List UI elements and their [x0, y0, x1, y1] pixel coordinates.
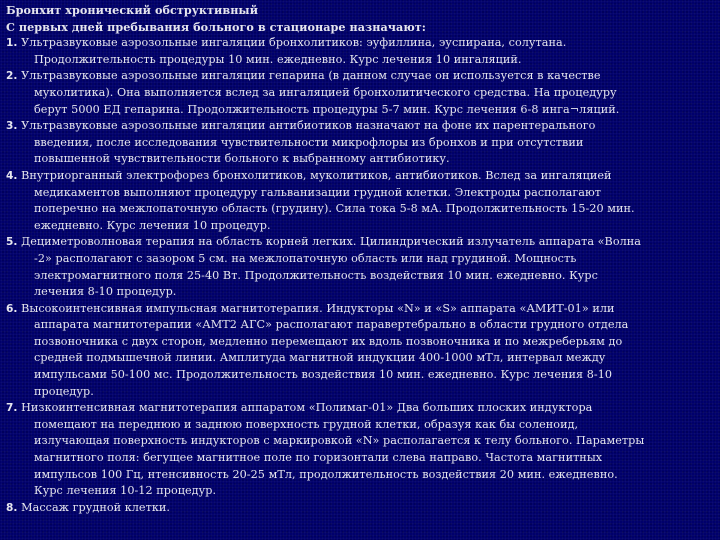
item-text: Курс лечения 10-12 процедур. — [34, 484, 217, 498]
slide-title: Бронхит хронический обструктивный — [6, 3, 259, 17]
list-item-7 — [6, 400, 714, 500]
item-text: Дециметроволновая терапия на область корней легких. Цилиндрический излучатель аппарата «Волна — [21, 235, 641, 249]
item-text: Ультразвуковые аэрозольные ингаляции бронхолитиков: эуфиллина, эуспирана, солутана. — [21, 36, 567, 50]
list-item-2 — [6, 68, 714, 118]
item-number: 8. — [6, 501, 18, 514]
item-text: Низкоинтенсивная магнитотерапия аппаратом «Полимаг-01» Два больших плоских индуктора — [21, 401, 593, 415]
item-text: -2» располагают с зазором 5 см. на межлопаточную область или над грудиной. Мощность — [34, 251, 577, 265]
item-text: процедур. — [34, 384, 94, 398]
item-text: аппарата магнитотерапии «АМТ2 АГС» располагают паравертебрально в области грудного отдела — [34, 318, 629, 332]
item-text: Внутриорганный электрофорез бронхолитиков, муколитиков, антибиотиков. Вслед за ингаляцией — [21, 168, 612, 182]
item-text: средней подмышечной линии. Амплитуда магнитной индукции 400-1000 мТл, интервал между — [34, 351, 606, 365]
list-item-8 — [6, 500, 714, 517]
list-item-4 — [6, 168, 714, 234]
item-text: Массаж грудной клетки. — [21, 500, 170, 514]
list-item-6 — [6, 301, 714, 401]
item-text: Ультразвуковые аэрозольные ингаляции гепарина (в данном случае он используется в качестве — [21, 69, 601, 83]
item-text: берут 5000 ЕД гепарина. Продолжительность процедуры 5-7 мин. Курс лечения 6-8 инга¬ляций. — [34, 102, 620, 116]
item-text: поперечно на межлопаточную область (грудину). Сила тока 5-8 мА. Продолжительность 15-20 мин. — [34, 202, 635, 216]
item-text: электромагнитного поля 25-40 Вт. Продолжительность воздействия 10 мин. ежедневно. Курс — [34, 268, 598, 282]
item-number: 1. — [6, 37, 18, 50]
list-item-1 — [6, 35, 714, 68]
item-text: муколитика). Она выполняется вслед за ингаляцией бронхолитического средства. На процедуру — [34, 85, 617, 99]
item-text: Продолжительность процедуры 10 мин. ежедневно. Курс лечения 10 ингаляций. — [34, 52, 522, 66]
item-text: повышенной чувствительности больного к выбранному антибиотику. — [34, 152, 450, 166]
list-item-5 — [6, 234, 714, 300]
item-number: 5. — [6, 236, 18, 249]
item-number: 2. — [6, 70, 18, 83]
item-text: излучающая поверхность индукторов с маркировкой «N» располагается к телу больного. Параметры — [34, 434, 645, 448]
item-text: позвоночника с двух сторон, медленно перемещают их вдоль позвоночника и по межреберьям до — [34, 334, 623, 348]
list-item-3 — [6, 118, 714, 168]
item-text: импульсов 100 Гц, нтенсивность 20-25 мТл, продолжительность воздействия 20 мин. ежедневно. — [34, 467, 618, 481]
item-text: Ультразвуковые аэрозольные ингаляции антибиотиков назначают на фоне их парентерального — [21, 119, 596, 133]
item-text: магнитного поля: бегущее магнитное поле по горизонтали слева направо. Частота магнитных — [34, 451, 603, 465]
item-number: 6. — [6, 302, 18, 315]
item-text: ежедневно. Курс лечения 10 процедур. — [34, 218, 271, 232]
procedure-list — [6, 35, 714, 516]
slide-subtitle: С первых дней пребывания больного в стационаре назначают: — [6, 19, 426, 34]
item-text: импульсами 50-100 мс. Продолжительность воздействия 10 мин. ежедневно. Курс лечения 8-10 — [34, 368, 613, 382]
item-text: лечения 8-10 процедур. — [34, 285, 177, 299]
item-text: введения, после исследования чувствительности микрофлоры из бронхов и при отсутствии — [34, 135, 584, 149]
item-number: 7. — [6, 402, 18, 415]
item-text: помещают на переднюю и заднюю поверхность грудной клетки, образуя как бы соленоид, — [34, 417, 579, 431]
item-number: 4. — [6, 169, 18, 182]
item-text: медикаментов выполняют процедуру гальванизации грудной клетки. Электроды располагают — [34, 185, 601, 199]
item-number: 3. — [6, 120, 18, 133]
item-text: Высокоинтенсивная импульсная магнитотерапия. Индукторы «N» и «S» аппарата «АМИТ-01» или — [21, 301, 615, 315]
